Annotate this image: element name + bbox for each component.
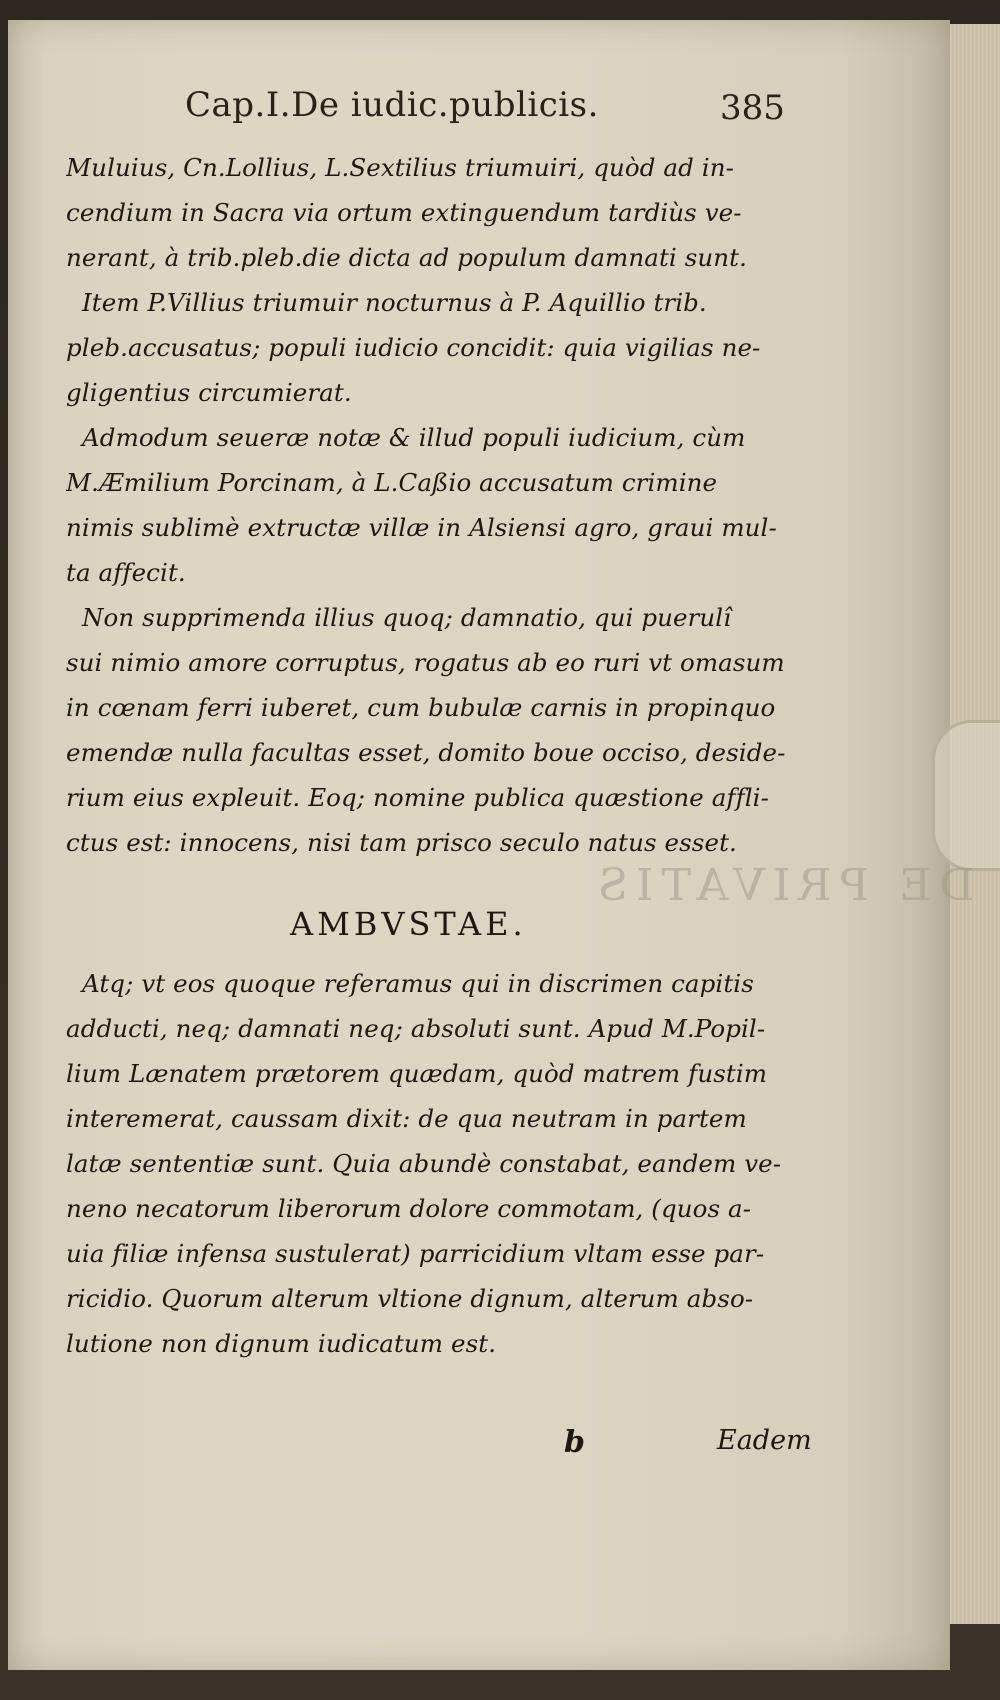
text-line: in cœnam ferri iuberet, cum bubulæ carnis in propinquo	[66, 693, 776, 722]
text-line: pleb.accusatus; populi iudicio concidit: quia vigilias ne-	[66, 333, 761, 362]
section-heading: AMBVSTAE.	[290, 905, 527, 943]
text-line: ricidio. Quorum alterum vltione dignum, alterum abso-	[66, 1284, 754, 1313]
text-line: lutione non dignum iudicatum est.	[66, 1329, 497, 1358]
text-block-1	[66, 145, 811, 865]
text-block-2	[66, 961, 811, 1366]
text-line: nimis sublimè extructæ villæ in Alsiensi agro, graui mul-	[66, 513, 777, 542]
text-line: Atq; vt eos quoque referamus qui in discrimen capitis	[82, 969, 754, 998]
text-line: Non supprimenda illius quoq; damnatio, qui puerulî	[82, 603, 732, 632]
text-line: uia filiæ infensa sustulerat) parricidium vltam esse par-	[66, 1239, 765, 1268]
running-head: Cap.I.De iudic.publicis.	[185, 85, 599, 125]
text-line: M.Æmilium Porcinam, à L.Caßio accusatum crimine	[66, 468, 718, 497]
text-line: adducti, neq; damnati neq; absoluti sunt. Apud M.Popil-	[66, 1014, 766, 1043]
text-line: rium eius expleuit. Eoq; nomine publica quæstione affli-	[66, 783, 770, 812]
text-line: cendium in Sacra via ortum extinguendum tardiùs ve-	[66, 198, 742, 227]
binding-clasp	[932, 720, 1000, 871]
text-line: interemerat, caussam dixit: de qua neutram in partem	[66, 1104, 747, 1133]
text-line: lium Lænatem prætorem quædam, quòd matrem fustim	[66, 1059, 768, 1088]
text-line: ta affecit.	[66, 558, 186, 587]
text-line: sui nimio amore corruptus, rogatus ab eo ruri vt omasum	[66, 648, 785, 677]
signature-mark: b	[564, 1425, 585, 1460]
text-line: Muluius, Cn.Lollius, L.Sextilius triumuiri, quòd ad in-	[66, 153, 734, 182]
text-line: nerant, à trib.pleb.die dicta ad populum damnati sunt.	[66, 243, 747, 272]
text-line: neno necatorum liberorum dolore commotam, (quos a-	[66, 1194, 752, 1223]
text-line: emendæ nulla facultas esset, domito boue occiso, deside-	[66, 738, 786, 767]
text-line: gligentius circumierat.	[66, 378, 352, 407]
text-line: Item P.Villius triumuir nocturnus à P. Aquillio trib.	[82, 288, 707, 317]
text-line: latæ sententiæ sunt. Quia abundè constabat, eandem ve-	[66, 1149, 782, 1178]
catchword: Eadem	[717, 1425, 812, 1456]
text-line: ctus est: innocens, nisi tam prisco seculo natus esset.	[66, 828, 737, 857]
show-through-text: DE PRIVATIS	[590, 860, 975, 911]
page-number: 385	[720, 88, 785, 128]
text-line: Admodum seueræ notæ & illud populi iudicium, cùm	[82, 423, 746, 452]
